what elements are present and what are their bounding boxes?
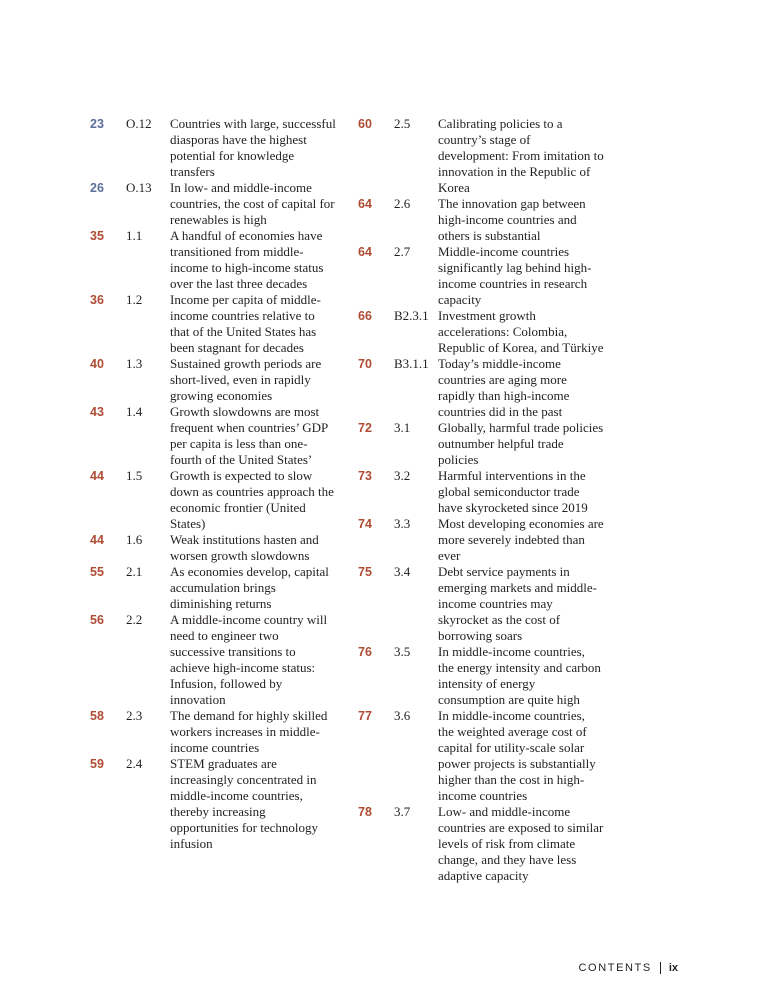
figure-number: 3.2 <box>394 468 411 483</box>
figure-number: 3.3 <box>394 516 411 531</box>
toc-entry[interactable] <box>358 516 608 564</box>
toc-page-number: 66 <box>358 309 372 323</box>
toc-column-right <box>358 116 608 884</box>
figure-number: 2.7 <box>394 244 411 259</box>
toc-entry[interactable] <box>90 292 340 356</box>
toc-entry[interactable] <box>90 356 340 404</box>
toc-entry[interactable] <box>90 612 340 708</box>
figure-title: Investment growth accelerations: Colombia, Republic of Korea, and Türkiye <box>438 308 604 355</box>
footer-page-number: ix <box>668 962 678 974</box>
figure-title: Middle-income countries significantly lag behind high-income countries in research capacity <box>438 244 592 307</box>
toc-entry[interactable] <box>358 420 608 468</box>
figure-title: A middle-income country will need to engineer two successive transitions to achieve high-income status: Infusion, followed by innovation <box>170 612 328 707</box>
toc-page-number: 76 <box>358 645 372 659</box>
toc-page-number: 64 <box>358 197 372 211</box>
toc-entry[interactable] <box>90 708 340 756</box>
toc-entry[interactable] <box>90 116 340 180</box>
toc-entry[interactable] <box>90 468 340 532</box>
figure-number: 3.1 <box>394 420 411 435</box>
figure-title: A handful of economies have transitioned from middle-income to high-income status over the last three decades <box>170 228 324 291</box>
figure-title: Countries with large, successful diasporas have the highest potential for knowledge transfers <box>170 116 336 179</box>
toc-entry[interactable] <box>358 708 608 804</box>
toc-entry[interactable] <box>90 404 340 468</box>
toc-page-number: 36 <box>90 293 104 307</box>
toc-entry[interactable] <box>358 356 608 420</box>
toc-page-number: 56 <box>90 613 104 627</box>
toc-page-number: 74 <box>358 517 372 531</box>
toc-entry[interactable] <box>358 644 608 708</box>
toc-page-number: 40 <box>90 357 104 371</box>
figure-number: O.12 <box>126 116 152 131</box>
toc-entry[interactable] <box>358 564 608 644</box>
toc-entry[interactable] <box>358 804 608 884</box>
figure-title: Today’s middle-income countries are aging more rapidly than high-income countries did in the past <box>438 356 570 419</box>
toc-entry[interactable] <box>358 468 608 516</box>
figure-title: Low- and middle-income countries are exposed to similar levels of risk from climate change, and they have less adaptive capacity <box>438 804 604 883</box>
footer-divider <box>660 962 661 974</box>
toc-page-number: 43 <box>90 405 104 419</box>
toc-page-number: 23 <box>90 117 104 131</box>
figure-title: In middle-income countries, the energy intensity and carbon intensity of energy consumption are quite high <box>438 644 601 707</box>
figure-number: 3.6 <box>394 708 411 723</box>
figure-number: 1.6 <box>126 532 143 547</box>
figure-number: 3.7 <box>394 804 411 819</box>
toc-page-number: 78 <box>358 805 372 819</box>
toc-page-number: 44 <box>90 533 104 547</box>
figure-title: Most developing economies are more severely indebted than ever <box>438 516 604 563</box>
figure-number: 3.5 <box>394 644 411 659</box>
toc-entry[interactable] <box>358 196 608 244</box>
figure-title: STEM graduates are increasingly concentrated in middle-income countries, thereby increasing opportunities for technology infusion <box>170 756 319 851</box>
toc-page-number: 70 <box>358 357 372 371</box>
figure-number: O.13 <box>126 180 152 195</box>
figure-number: 1.4 <box>126 404 143 419</box>
figure-title: In low- and middle-income countries, the cost of capital for renewables is high <box>170 180 335 227</box>
figure-number: 2.4 <box>126 756 143 771</box>
figure-title: Sustained growth periods are short-lived, even in rapidly growing economies <box>170 356 322 403</box>
toc-page-number: 60 <box>358 117 372 131</box>
figure-number: 1.3 <box>126 356 143 371</box>
figure-number: 2.5 <box>394 116 411 131</box>
figure-number: 2.1 <box>126 564 143 579</box>
page-footer <box>579 962 679 974</box>
toc-entry[interactable] <box>90 564 340 612</box>
figure-title: Globally, harmful trade policies outnumber helpful trade policies <box>438 420 604 467</box>
toc-entry[interactable] <box>358 308 608 356</box>
toc-entry[interactable] <box>90 180 340 228</box>
toc-page-number: 72 <box>358 421 372 435</box>
toc-entry[interactable] <box>90 228 340 292</box>
toc-page-number: 55 <box>90 565 104 579</box>
toc-page-number: 64 <box>358 245 372 259</box>
figure-title: Calibrating policies to a country’s stage of development: From imitation to innovation in the Republic of Korea <box>438 116 604 195</box>
toc-page-number: 73 <box>358 469 372 483</box>
toc-page-number: 35 <box>90 229 104 243</box>
figure-title: Growth is expected to slow down as countries approach the economic frontier (United States) <box>170 468 334 531</box>
toc-column-left <box>90 116 340 852</box>
figure-number: 1.2 <box>126 292 143 307</box>
figure-number: 2.2 <box>126 612 143 627</box>
toc-page-number: 26 <box>90 181 104 195</box>
toc-entry[interactable] <box>358 244 608 308</box>
figure-number: 2.6 <box>394 196 411 211</box>
figure-number: 1.5 <box>126 468 143 483</box>
figure-title: The demand for highly skilled workers increases in middle-income countries <box>170 708 328 755</box>
figure-number: 1.1 <box>126 228 143 243</box>
toc-page-number: 75 <box>358 565 372 579</box>
figure-number: 2.3 <box>126 708 143 723</box>
figure-title: Growth slowdowns are most frequent when countries’ GDP per capita is less than one-fourth of the United States’ <box>170 404 328 467</box>
figure-title: Debt service payments in emerging markets and middle-income countries may skyrocket as the cost of borrowing soars <box>438 564 597 643</box>
toc-page-number: 58 <box>90 709 104 723</box>
figure-number: B3.1.1 <box>394 356 429 371</box>
toc-page-number: 44 <box>90 469 104 483</box>
figure-title: Harmful interventions in the global semiconductor trade have skyrocketed since 2019 <box>438 468 588 515</box>
figure-title: In middle-income countries, the weighted average cost of capital for utility-scale solar power projects is substantially higher than the cost in high-income countries <box>438 708 596 803</box>
toc-entry[interactable] <box>90 532 340 564</box>
toc-entry[interactable] <box>90 756 340 852</box>
toc-entry[interactable] <box>358 116 608 196</box>
figure-title: Income per capita of middle-income countries relative to that of the United States has been stagnant for decades <box>170 292 321 355</box>
figure-number: B2.3.1 <box>394 308 429 323</box>
toc-page-number: 59 <box>90 757 104 771</box>
figure-number: 3.4 <box>394 564 411 579</box>
figure-title: The innovation gap between high-income countries and others is substantial <box>438 196 586 243</box>
footer-section-label: CONTENTS <box>578 962 652 974</box>
figure-title: Weak institutions hasten and worsen growth slowdowns <box>170 532 319 563</box>
figure-title: As economies develop, capital accumulation brings diminishing returns <box>170 564 329 611</box>
toc-page-number: 77 <box>358 709 372 723</box>
